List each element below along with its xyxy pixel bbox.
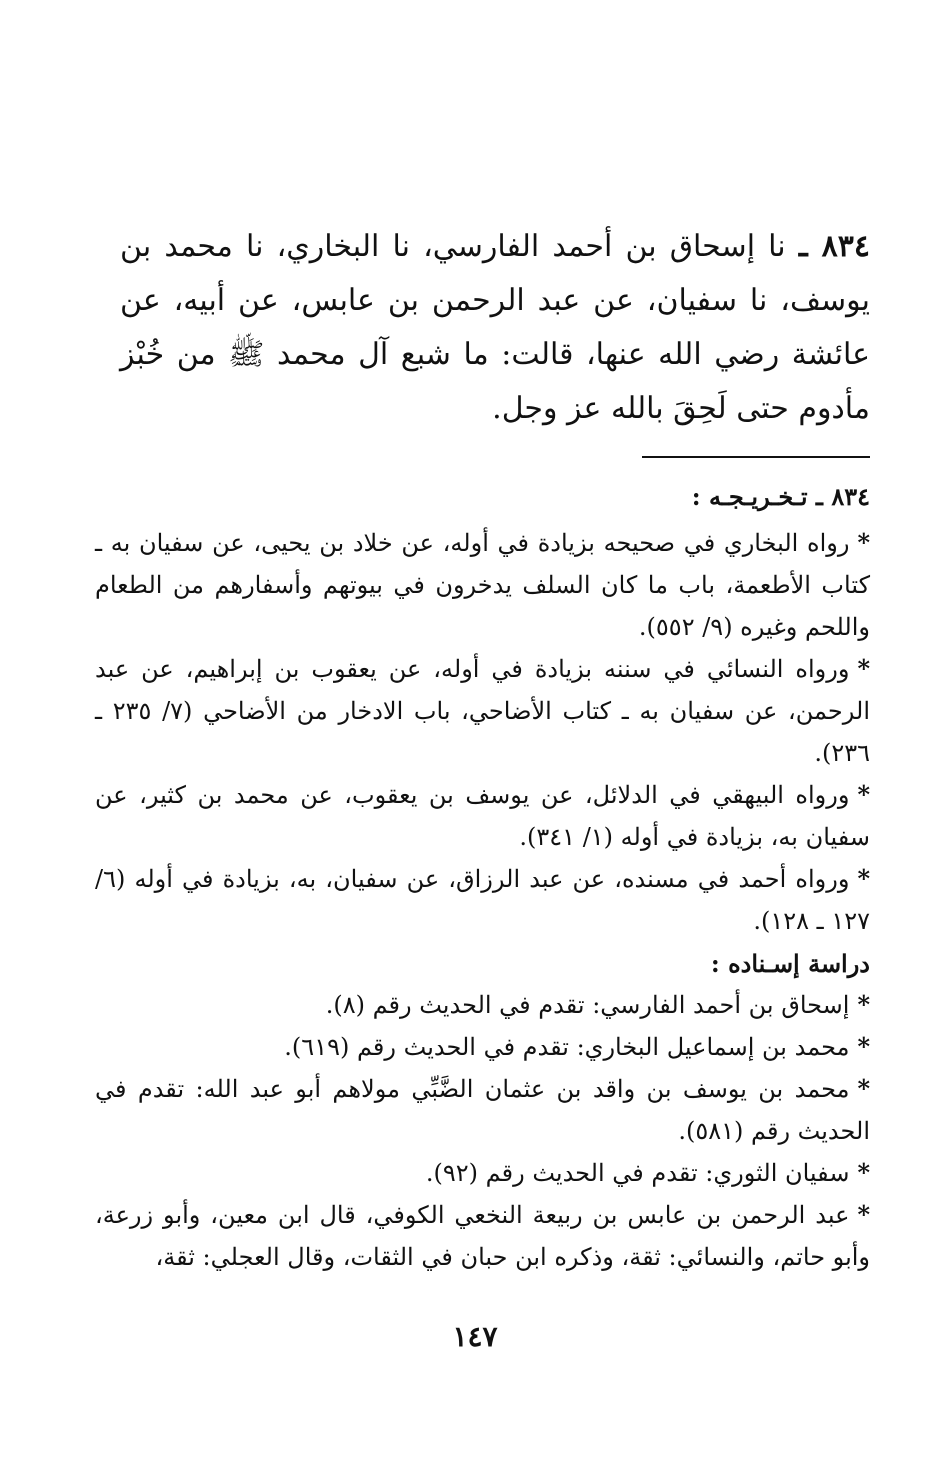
- bullet-icon: *: [857, 864, 870, 893]
- bullet-icon: *: [857, 654, 870, 683]
- footnotes: [95, 478, 870, 1278]
- footnote-separator: [642, 456, 870, 458]
- takhrij-entry: [95, 774, 870, 858]
- page-number: ١٤٧: [452, 1320, 498, 1353]
- dirasa-entry: [95, 1026, 870, 1068]
- dirasa-entry: [95, 1068, 870, 1152]
- takhrij-entry: [95, 648, 870, 774]
- hadith-text: [120, 220, 870, 436]
- dirasa-entry-text: محمد بن يوسف بن واقد بن عثمان الضَّبِّي مولاهم أبو عبد الله: تقدم في الحديث رقم (٥٨١).: [95, 1075, 870, 1145]
- dirasa-entry-text: سفيان الثوري: تقدم في الحديث رقم (٩٢).: [425, 1159, 850, 1187]
- hadith-body: نا إسحاق بن أحمد الفارسي، نا البخاري، نا محمد بن يوسف، نا سفيان، عن عبد الرحمن بن عابس، عن أبيه، عن عائشة رضي الله عنها، قالت: ما شبع آل محمد ﷺ من خُبْز مأدوم حتى لَحِقَ بالله عز وجل.: [120, 229, 870, 426]
- bullet-icon: *: [857, 1200, 870, 1229]
- bullet-icon: *: [857, 1074, 870, 1103]
- bullet-icon: *: [857, 1158, 870, 1187]
- dirasa-entry-text: محمد بن إسماعيل البخاري: تقدم في الحديث رقم (٦١٩).: [284, 1033, 850, 1061]
- hadith-number: ٨٣٤ ـ: [798, 229, 870, 264]
- bullet-icon: *: [857, 990, 870, 1019]
- dirasa-entry-text: عبد الرحمن بن عابس بن ربيعة النخعي الكوفي، قال ابن معين، وأبو زرعة، وأبو حاتم، والنسائي: ثقة، وذكره ابن حبان في الثقات، وقال العجلي: ثقة،: [95, 1201, 870, 1271]
- takhrij-entry-text: ورواه البيهقي في الدلائل، عن يوسف بن يعقوب، عن محمد بن كثير، عن سفيان به، بزيادة في أوله (١/ ٣٤١).: [95, 781, 870, 851]
- takhrij-entry-text: رواه البخاري في صحيحه بزيادة في أوله، عن خلاد بن يحيى، عن سفيان به ـ كتاب الأطعمة، باب ما كان السلف يدخرون في بيوتهم وأسفارهم من الطعام واللحم وغيره (٩/ ٥٥٢).: [95, 529, 870, 641]
- dirasa-entry: [95, 984, 870, 1026]
- dirasa-entry: [95, 1194, 870, 1278]
- dirasa-entry-text: إسحاق بن أحمد الفارسي: تقدم في الحديث رقم (٨).: [325, 991, 850, 1019]
- bullet-icon: *: [857, 1032, 870, 1061]
- bullet-icon: *: [857, 528, 870, 557]
- takhrij-entry-text: ورواه النسائي في سننه بزيادة في أوله، عن يعقوب بن إبراهيم، عن عبد الرحمن، عن سفيان به ـ كتاب الأضاحي، باب الادخار من الأضاحي (٧/ ٢٣٥ ـ ٢٣٦).: [95, 655, 870, 767]
- dirasa-entry: [95, 1152, 870, 1194]
- takhrij-entry: [95, 522, 870, 648]
- bullet-icon: *: [857, 780, 870, 809]
- takhrij-entry-text: ورواه أحمد في مسنده، عن عبد الرزاق، عن سفيان، به، بزيادة في أوله (٦/ ١٢٧ ـ ١٢٨).: [95, 865, 870, 935]
- takhrij-entry: [95, 858, 870, 942]
- takhrij-heading: ٨٣٤ ـ تـخـريـجـه :: [691, 482, 870, 511]
- dirasa-heading: دراسة إسـناده :: [710, 949, 870, 978]
